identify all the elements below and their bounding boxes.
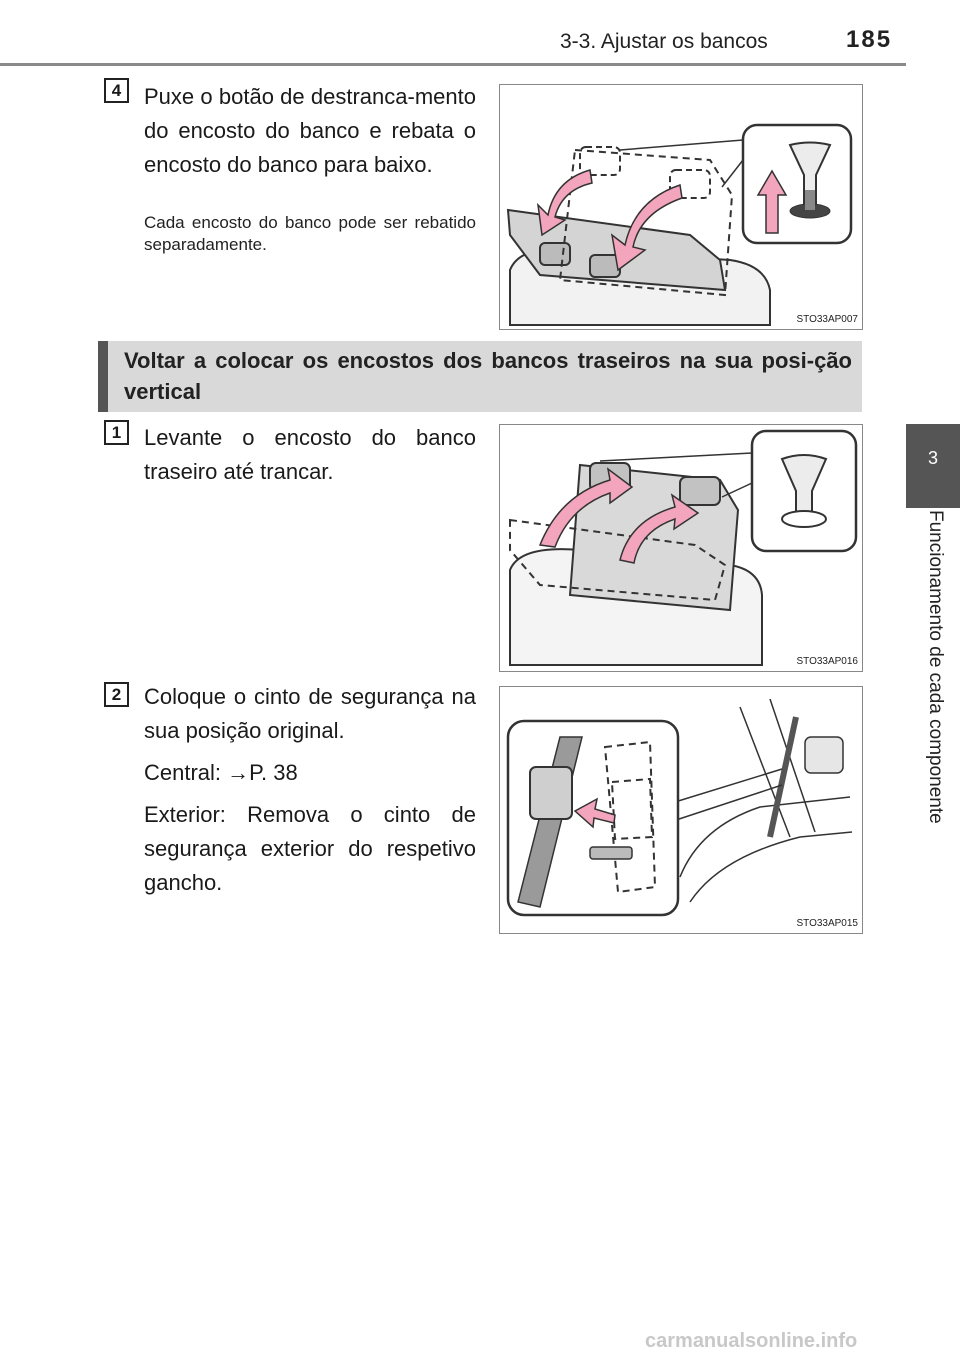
step-text-exterior: Exterior: Remova o cinto de segurança exterior do respetivo gancho. [144, 802, 476, 895]
step-text: Puxe o botão de destranca-mento do encosto do banco e rebata o encosto do banco para baixo. [144, 84, 476, 177]
seatbelt-illustration [500, 687, 864, 935]
step-instruction [144, 421, 476, 489]
step-number-box: 1 [104, 420, 129, 445]
step-note: Cada encosto do banco pode ser rebatido separadamente. [144, 213, 476, 254]
step-number-box: 2 [104, 682, 129, 707]
watermark: carmanualsonline.info [645, 1330, 858, 1352]
step-text: Levante o encosto do banco traseiro até trancar. [144, 425, 476, 484]
header-rule [0, 63, 906, 66]
seat-raise-illustration [500, 425, 864, 673]
section-title: Voltar a colocar os encostos dos bancos traseiros na sua posi-ção vertical [124, 348, 852, 404]
header-title: 3-3. Ajustar os bancos [560, 30, 768, 53]
seat-fold-figure [499, 84, 863, 330]
chapter-number: 3 [927, 448, 938, 468]
seat-raise-figure [499, 424, 863, 672]
seat-fold-illustration [500, 85, 864, 331]
figure-code: STO33AP016 [796, 656, 858, 667]
step-instruction [144, 80, 476, 182]
seatbelt-figure [499, 686, 863, 934]
section-heading-bar [98, 341, 862, 412]
step-instruction [144, 680, 476, 900]
step-text-central: Central: →P. 38 [144, 760, 298, 785]
figure-code: STO33AP015 [796, 918, 858, 929]
page-number: 185 [846, 26, 893, 53]
step-text: Coloque o cinto de segurança na sua posição original. [144, 684, 476, 743]
chapter-label: Funcionamento de cada componente [925, 510, 946, 824]
step-number-box: 4 [104, 78, 129, 103]
figure-code: STO33AP007 [796, 314, 858, 325]
